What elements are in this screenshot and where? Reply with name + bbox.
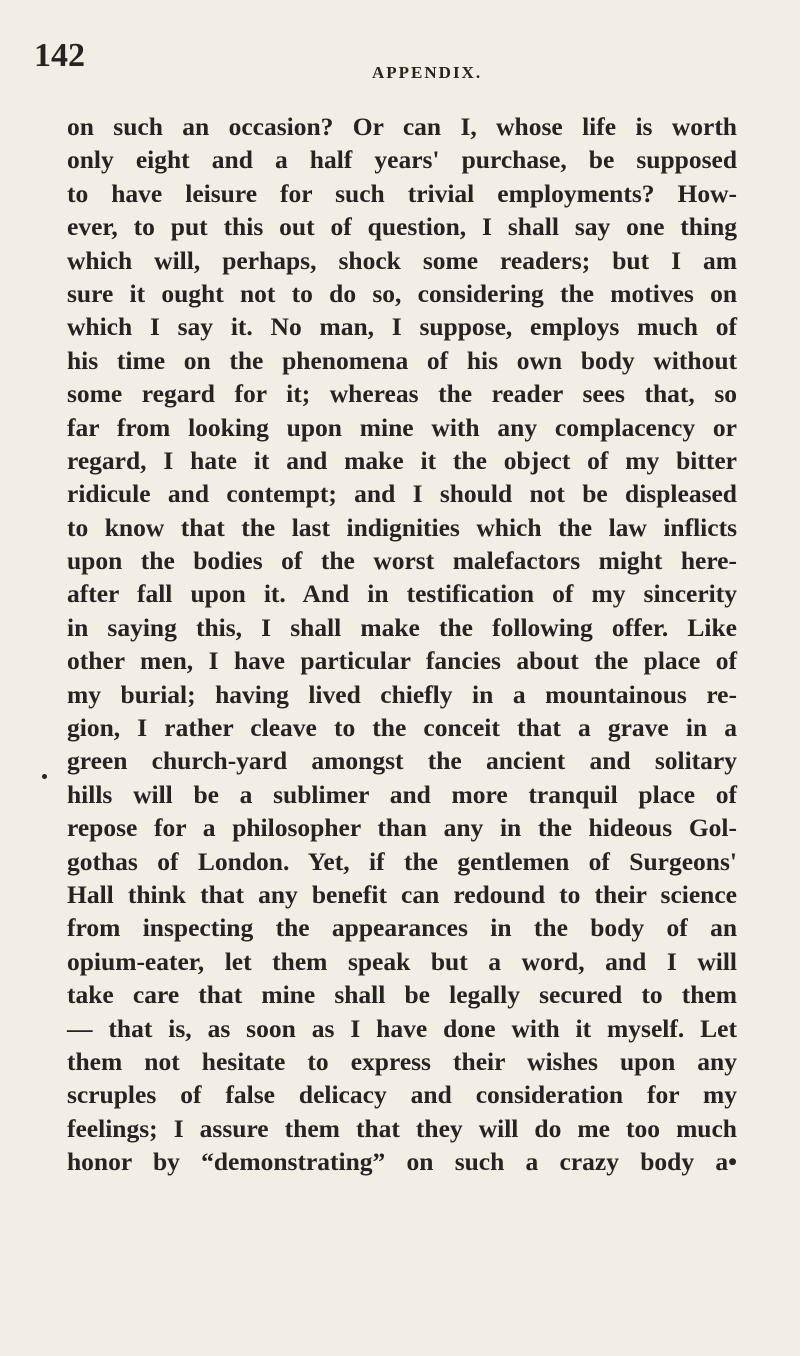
text-line: scruples of false delicacy and consideration for my xyxy=(67,1080,737,1110)
text-line: upon the bodies of the worst malefactors might here- xyxy=(67,546,737,576)
text-line: which will, perhaps, shock some readers; but I am xyxy=(67,245,737,275)
text-line: from inspecting the appearances in the body of an xyxy=(67,913,737,943)
text-line: only eight and a half years' purchase, be supposed xyxy=(67,145,737,175)
text-line: other men, I have particular fancies about the place of xyxy=(67,646,737,676)
running-head: APPENDIX. xyxy=(372,63,483,82)
text-line: my burial; having lived chiefly in a mountainous re- xyxy=(67,679,737,709)
margin-mark xyxy=(42,774,47,779)
text-line: far from looking upon mine with any complacency or xyxy=(67,412,737,442)
text-line: gothas of London. Yet, if the gentlemen of Surgeons' xyxy=(67,846,737,876)
page-number: 142 xyxy=(34,37,85,74)
text-line: on such an occasion? Or can I, whose life is worth xyxy=(67,112,737,141)
body-text xyxy=(67,110,737,1179)
text-line: after fall upon it. And in testification of my sincerity xyxy=(67,579,737,609)
text-line: sure it ought not to do so, considering the motives on xyxy=(67,278,737,308)
text-line: opium-eater, let them speak but a word, and I will xyxy=(67,946,737,976)
text-line: in saying this, I shall make the following offer. Like xyxy=(67,612,737,642)
text-line: his time on the phenomena of his own body without xyxy=(67,345,737,375)
text-line: — that is, as soon as I have done with it myself. Let xyxy=(67,1013,737,1043)
text-line: some regard for it; whereas the reader sees that, so xyxy=(67,379,737,409)
text-line: repose for a philosopher than any in the hideous Gol- xyxy=(67,813,737,843)
text-line: take care that mine shall be legally secured to them xyxy=(67,980,737,1010)
text-line: feelings; I assure them that they will do me too much xyxy=(67,1113,737,1143)
text-line: regard, I hate it and make it the object of my bitter xyxy=(67,445,737,475)
text-line: them not hesitate to express their wishes upon any xyxy=(67,1046,737,1076)
text-line: gion, I rather cleave to the conceit that a grave in a xyxy=(67,713,737,743)
text-line: hills will be a sublimer and more tranquil place of xyxy=(67,779,737,809)
text-line: which I say it. No man, I suppose, employs much of xyxy=(67,312,737,342)
text-line: Hall think that any benefit can redound to their science xyxy=(67,879,737,909)
text-line: to know that the last indignities which the law inflicts xyxy=(67,512,737,542)
text-line: ridicule and contempt; and I should not be displeased xyxy=(67,479,737,509)
text-line: to have leisure for such trivial employments? How- xyxy=(67,178,737,208)
text-line: ever, to put this out of question, I shall say one thing xyxy=(67,212,737,242)
text-line: green church-yard amongst the ancient and solitary xyxy=(67,746,737,776)
text-line: honor by “demonstrating” on such a crazy body a• xyxy=(67,1147,737,1177)
